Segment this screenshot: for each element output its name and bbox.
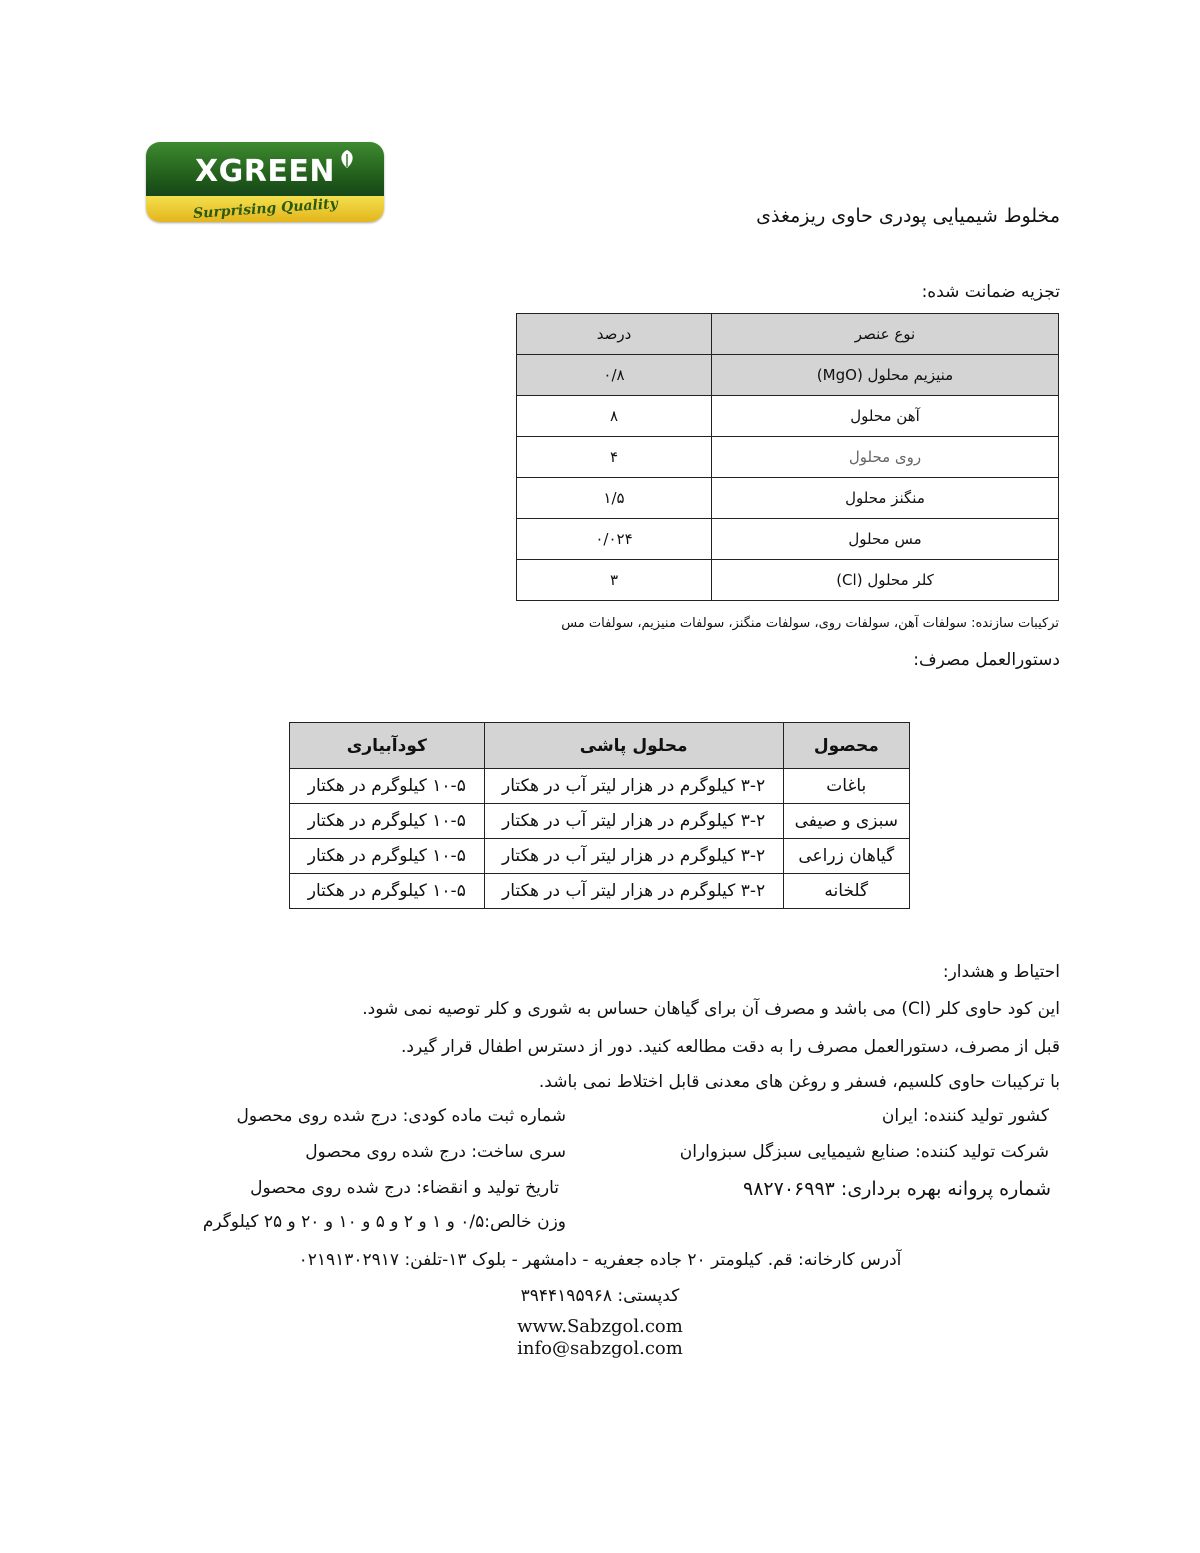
company-info: شرکت تولید کننده: صنایع شیمیایی سبزگل سبزواران [679,1142,1049,1162]
table-row [290,839,910,874]
weight-info: وزن خالص:۰/۵ و ۱ و ۲ و ۵ و ۱۰ و ۲۰ و ۲۵ کیلوگرم [202,1212,566,1232]
fertigation-cell: ۱۰-۵ کیلوگرم در هکتار [290,874,485,909]
logo-banner [146,142,384,196]
table-row [517,437,1059,478]
table-header-row [517,314,1059,355]
factory-address: آدرس کارخانه: قم. کیلومتر ۲۰ جاده جعفریه - دامشهر - بلوک ۱۳-تلفن: ۰۲۱۹۱۳۰۲۹۱۷ [298,1250,902,1270]
table-row [290,804,910,839]
email-link[interactable]: info@sabzgol.com [517,1338,683,1359]
table-row [517,560,1059,601]
brand-logo [146,142,384,222]
element-percent: ۰/۸ [517,355,712,396]
logo-tagline: Surprising Quality [192,195,338,222]
postal-code: کدپستی: ۳۹۴۴۱۹۵۹۶۸ [520,1286,680,1306]
fertigation-cell: ۱۰-۵ کیلوگرم در هکتار [290,839,485,874]
website-link[interactable]: www.Sabzgol.com [517,1316,683,1337]
batch-info: سری ساخت: درج شده روی محصول [305,1142,566,1162]
header-element-type: نوع عنصر [712,314,1059,355]
ingredients-note: ترکیبات سازنده: سولفات آهن، سولفات روی، سولفات منگنز، سولفات منیزیم، سولفات مس [561,616,1059,631]
element-name: آهن محلول [712,396,1059,437]
crop-cell: گیاهان زراعی [783,839,909,874]
table-row [290,769,910,804]
warning-line: قبل از مصرف، دستورالعمل مصرف را به دقت مطالعه کنید. دور از دسترس اطفال قرار گیرد. [400,1037,1060,1057]
warning-line: این کود حاوی کلر (Cl) می باشد و مصرف آن برای گیاهان حساس به شوری و کلر توصیه نمی شود. [362,999,1060,1019]
element-name: مس محلول [712,519,1059,560]
fertigation-cell: ۱۰-۵ کیلوگرم در هکتار [290,769,485,804]
license-info: شماره پروانه بهره برداری: ۹۸۲۷۰۶۹۹۳ [743,1178,1051,1200]
header-spray: محلول پاشی [484,723,783,769]
warnings-heading: احتیاط و هشدار: [942,962,1060,982]
spray-cell: ۳-۲ کیلوگرم در هزار لیتر آب در هکتار [484,839,783,874]
element-name: روی محلول [712,437,1059,478]
header-crop: محصول [783,723,909,769]
element-percent: ۰/۰۲۴ [517,519,712,560]
warning-line: با ترکیبات حاوی کلسیم، فسفر و روغن های معدنی قابل اختلاط نمی باشد. [538,1072,1060,1092]
element-percent: ۳ [517,560,712,601]
element-percent: ۴ [517,437,712,478]
header-percent: درصد [517,314,712,355]
element-percent: ۸ [517,396,712,437]
element-name: کلر محلول (Cl) [712,560,1059,601]
country-info: کشور تولید کننده: ایران [881,1106,1049,1126]
analysis-table [516,313,1059,601]
table-row [290,874,910,909]
table-row [517,355,1059,396]
leaf-icon [336,148,358,170]
header-fertigation: کودآبیاری [290,723,485,769]
dates-info: تاریخ تولید و انقضاء: درج شده روی محصول [250,1178,559,1198]
element-name: منیزیم محلول (MgO) [712,355,1059,396]
table-row [517,478,1059,519]
product-title: مخلوط شیمیایی پودری حاوی ریزمغذی [756,205,1060,227]
spray-cell: ۳-۲ کیلوگرم در هزار لیتر آب در هکتار [484,874,783,909]
usage-table [289,722,910,909]
crop-cell: گلخانه [783,874,909,909]
crop-cell: سبزی و صیفی [783,804,909,839]
usage-heading: دستورالعمل مصرف: [913,650,1060,670]
spray-cell: ۳-۲ کیلوگرم در هزار لیتر آب در هکتار [484,769,783,804]
crop-cell: باغات [783,769,909,804]
analysis-heading: تجزیه ضمانت شده: [921,282,1060,302]
element-name: منگنز محلول [712,478,1059,519]
table-row [517,519,1059,560]
element-percent: ۱/۵ [517,478,712,519]
spray-cell: ۳-۲ کیلوگرم در هزار لیتر آب در هکتار [484,804,783,839]
table-header-row [290,723,910,769]
logo-wordmark: XGREEN [195,153,335,189]
registration-info: شماره ثبت ماده کودی: درج شده روی محصول [236,1106,566,1126]
fertigation-cell: ۱۰-۵ کیلوگرم در هکتار [290,804,485,839]
logo-ribbon [146,196,384,222]
table-row [517,396,1059,437]
